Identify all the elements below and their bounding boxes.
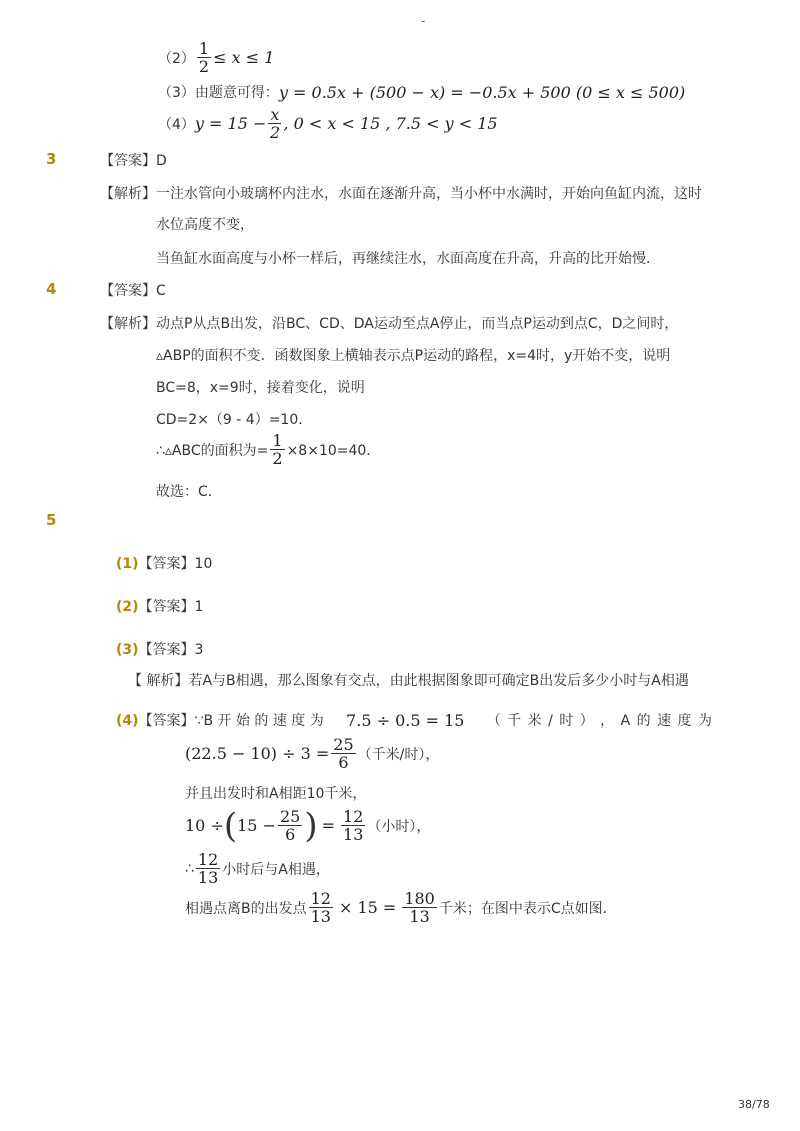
q5-sub1: (1)【答案】10 (116, 556, 213, 572)
q4-conclusion: 故选：C． (156, 484, 222, 500)
q2-part3: （3）由题意可得： y = 0.5x + (500 − x) = −0.5x + 500 (0 ≤ x ≤ 500) (158, 82, 686, 102)
fraction: $\frac{x}{2}$ (269, 105, 280, 142)
fraction: $\frac{12}{13}$ (310, 889, 331, 926)
q3-analysis-line-2: 水位高度不变， (156, 217, 254, 233)
q4-answer: 【答案】C (100, 283, 166, 299)
q4-analysis-label: 【解析】 (100, 316, 156, 332)
fraction: $\frac{180}{13}$ (404, 889, 435, 926)
q5-sub2: (2)【答案】1 (116, 599, 204, 615)
q4-analysis-line-2: ▵ABP的面积不变．函数图象上横轴表示点P运动的路程，x=4时，y开始不变，说明 (156, 348, 671, 364)
fraction: $\frac{12}{13}$ (197, 850, 219, 887)
fraction: $\frac{1}{2}$ (198, 39, 210, 76)
q4-analysis-line-4: CD=2×（9 - 4）=10． (156, 412, 313, 428)
q5-sub4-line-6: 相遇点离B的出发点 $\frac{12}{13}$ × 15 = $\frac{180}{13}$ 千米；在图中表示C点如图． (185, 889, 617, 926)
q3-analysis-line-1: 一注水管向小玻璃杯内注水，水面在逐渐升高，当小杯中水满时，开始向鱼缸内流，这时 (156, 186, 702, 202)
q5-sub4-line-1: (4)【答案】∵B 开 始 的 速 度 为 7.5 ÷ 0.5 = 15 （ 千 米 / 时 ） ， A 的 速 度 为 (116, 710, 712, 730)
q3-analysis-line-3: 当鱼缸水面高度与小杯一样后，再继续注水，水面高度在升高，升高的比开始慢． (156, 251, 660, 267)
q2-part2: （2） $\frac{1}{2}$ ≤ x ≤ 1 (158, 39, 275, 76)
q2-part4: （4） y = 15 − $\frac{x}{2}$ , 0 < x < 15 , 7.5 < y < 15 (158, 105, 498, 142)
question-number-3: 3 (46, 150, 57, 168)
fraction: $\frac{25}{6}$ (333, 735, 354, 772)
q5-sub4-line-2: (22.5 − 10) ÷ 3 = $\frac{25}{6}$ （千米/时）， (185, 735, 440, 772)
q5-sub4-line-4: 10 ÷ ( 15 − $\frac{25}{6}$ ) = $\frac{12}{13}$ （小时）， (185, 805, 431, 846)
fraction: $\frac{25}{6}$ (279, 807, 301, 844)
q5-sub3: (3)【答案】3 (116, 642, 204, 658)
q3-analysis-label: 【解析】 (100, 186, 156, 202)
page-number: 38/78 (738, 1098, 770, 1111)
fraction: $\frac{1}{2}$ (272, 431, 283, 468)
q5-sub4-line-5: ∴ $\frac{12}{13}$ 小时后与A相遇， (185, 850, 330, 887)
q3-answer: 【答案】D (100, 153, 167, 169)
q5-sub3-analysis: 【 解析】若A与B相遇，那么图象有交点，由此根据图象即可确定B出发后多少小时与A相遇 (128, 673, 689, 689)
fraction: $\frac{12}{13}$ (343, 807, 364, 844)
q4-analysis-line-3: BC=8，x=9时，接着变化，说明 (156, 380, 365, 396)
question-number-4: 4 (46, 280, 57, 298)
q5-sub4-line-3: 并且出发时和A相距10千米， (185, 786, 367, 802)
q4-area-line: ∴▵ABC的面积为= $\frac{1}{2}$ ×8×10=40． (156, 431, 381, 468)
question-number-5: 5 (46, 511, 57, 529)
top-mark: - (421, 14, 426, 28)
q4-analysis-line-1: 动点P从点B出发，沿BC、CD、DA运动至点A停止，而当点P运动到点C，D之间时， (156, 316, 679, 332)
